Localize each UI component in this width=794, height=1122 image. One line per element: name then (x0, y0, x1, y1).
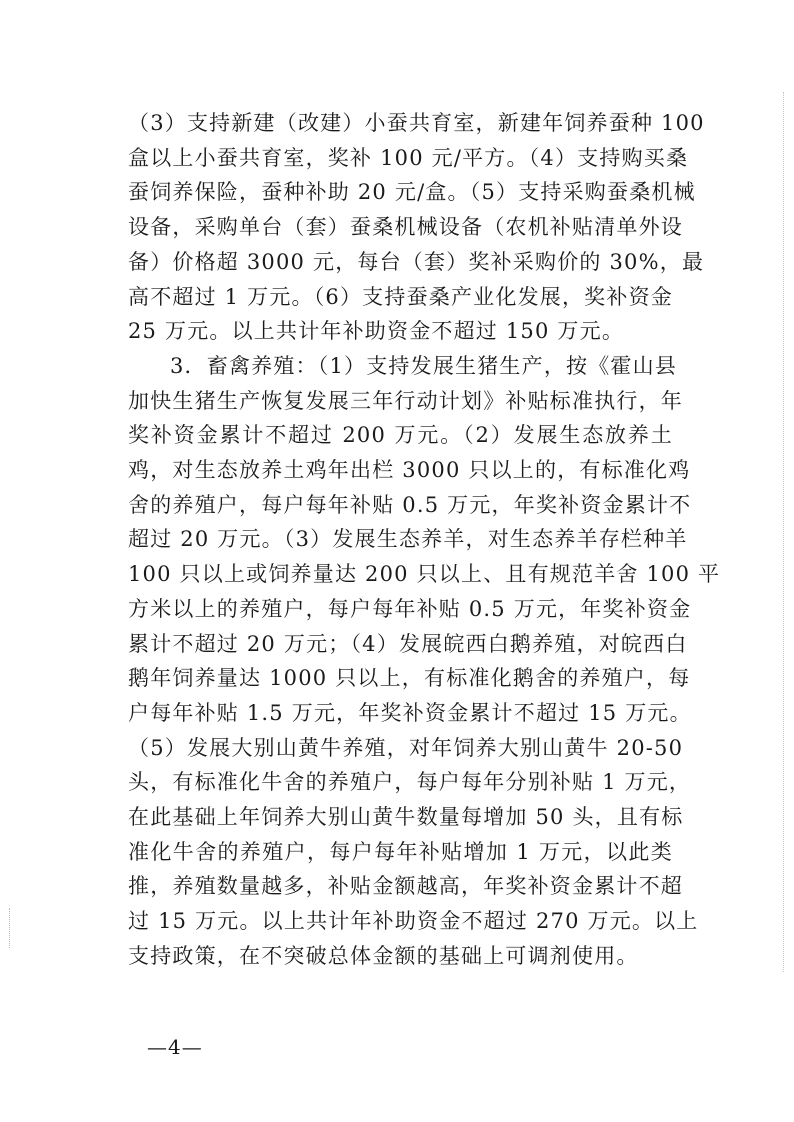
text-line: 鹅年饲养量达 1000 只以上，有标准化鹅舍的养殖户，每 (128, 666, 691, 691)
text-line: 户每年补贴 1.5 万元，年奖补资金累计不超过 15 万元。 (128, 700, 692, 725)
text-line: 头，有标准化牛舍的养殖户，每户每年分别补贴 1 万元， (128, 770, 692, 795)
text-line: 100 只以上或饲养量达 200 只以上、且有规范羊舍 100 平 (128, 562, 721, 587)
section-heading-line: 3．畜禽养殖：（1）支持发展生猪生产，按《霍山县 (170, 353, 678, 378)
scan-edge-mark (781, 92, 784, 972)
text-line: 蚕饲养保险，蚕种补助 20 元/盒。（5）支持采购蚕桑机械 (128, 180, 696, 205)
text-line: （5）发展大别山黄牛养殖，对年饲养大别山黄牛 20-50 (128, 735, 684, 760)
text-line: 累计不超过 20 万元；（4）发展皖西白鹅养殖，对皖西白 (128, 631, 688, 656)
text-line: 舍的养殖户，每户每年补贴 0.5 万元，年奖补资金累计不 (128, 492, 692, 517)
text-line: 推，养殖数量越多，补贴金额越高，年奖补资金累计不超 (128, 874, 683, 899)
text-line: 设备，采购单台（套）蚕桑机械设备（农机补贴清单外设 (128, 215, 683, 240)
document-body (128, 106, 721, 974)
text-line: 超过 20 万元。（3）发展生态养羊，对生态养羊存栏种羊 (128, 527, 688, 552)
text-line: 备）价格超 3000 元，每台（套）奖补采购价的 30%，最 (128, 249, 705, 274)
text-line: 鸡，对生态放养土鸡年出栏 3000 只以上的，有标准化鸡 (128, 458, 691, 483)
text-line: 25 万元。以上共计年补助资金不超过 150 万元。 (128, 319, 625, 344)
text-line: 加快生猪生产恢复发展三年行动计划》补贴标准执行，年 (128, 388, 683, 413)
text-line: 高不超过 1 万元。（6）支持蚕桑产业化发展，奖补资金 (128, 284, 673, 309)
text-line: 过 15 万元。以上共计年补助资金不超过 270 万元。以上 (128, 909, 699, 934)
page-number: —4— (147, 1035, 203, 1059)
text-line: 准化牛舍的养殖户，每户每年补贴增加 1 万元，以此类 (128, 839, 673, 864)
text-line: （3）支持新建（改建）小蚕共育室，新建年饲养蚕种 100 (128, 111, 705, 135)
text-line: 奖补资金累计不超过 200 万元。（2）发展生态放养土 (128, 423, 673, 448)
text-line: 方米以上的养殖户，每户每年补贴 0.5 万元，年奖补资金 (128, 596, 692, 621)
text-line: 在此基础上年饲养大别山黄牛数量每增加 50 头，且有标 (128, 805, 684, 830)
text-line: 支持政策，在不突破总体金额的基础上可调剂使用。 (128, 943, 639, 968)
text-line: 盒以上小蚕共育室，奖补 100 元/平方。（4）支持购买桑 (128, 145, 689, 170)
scan-binding-mark (9, 908, 11, 948)
